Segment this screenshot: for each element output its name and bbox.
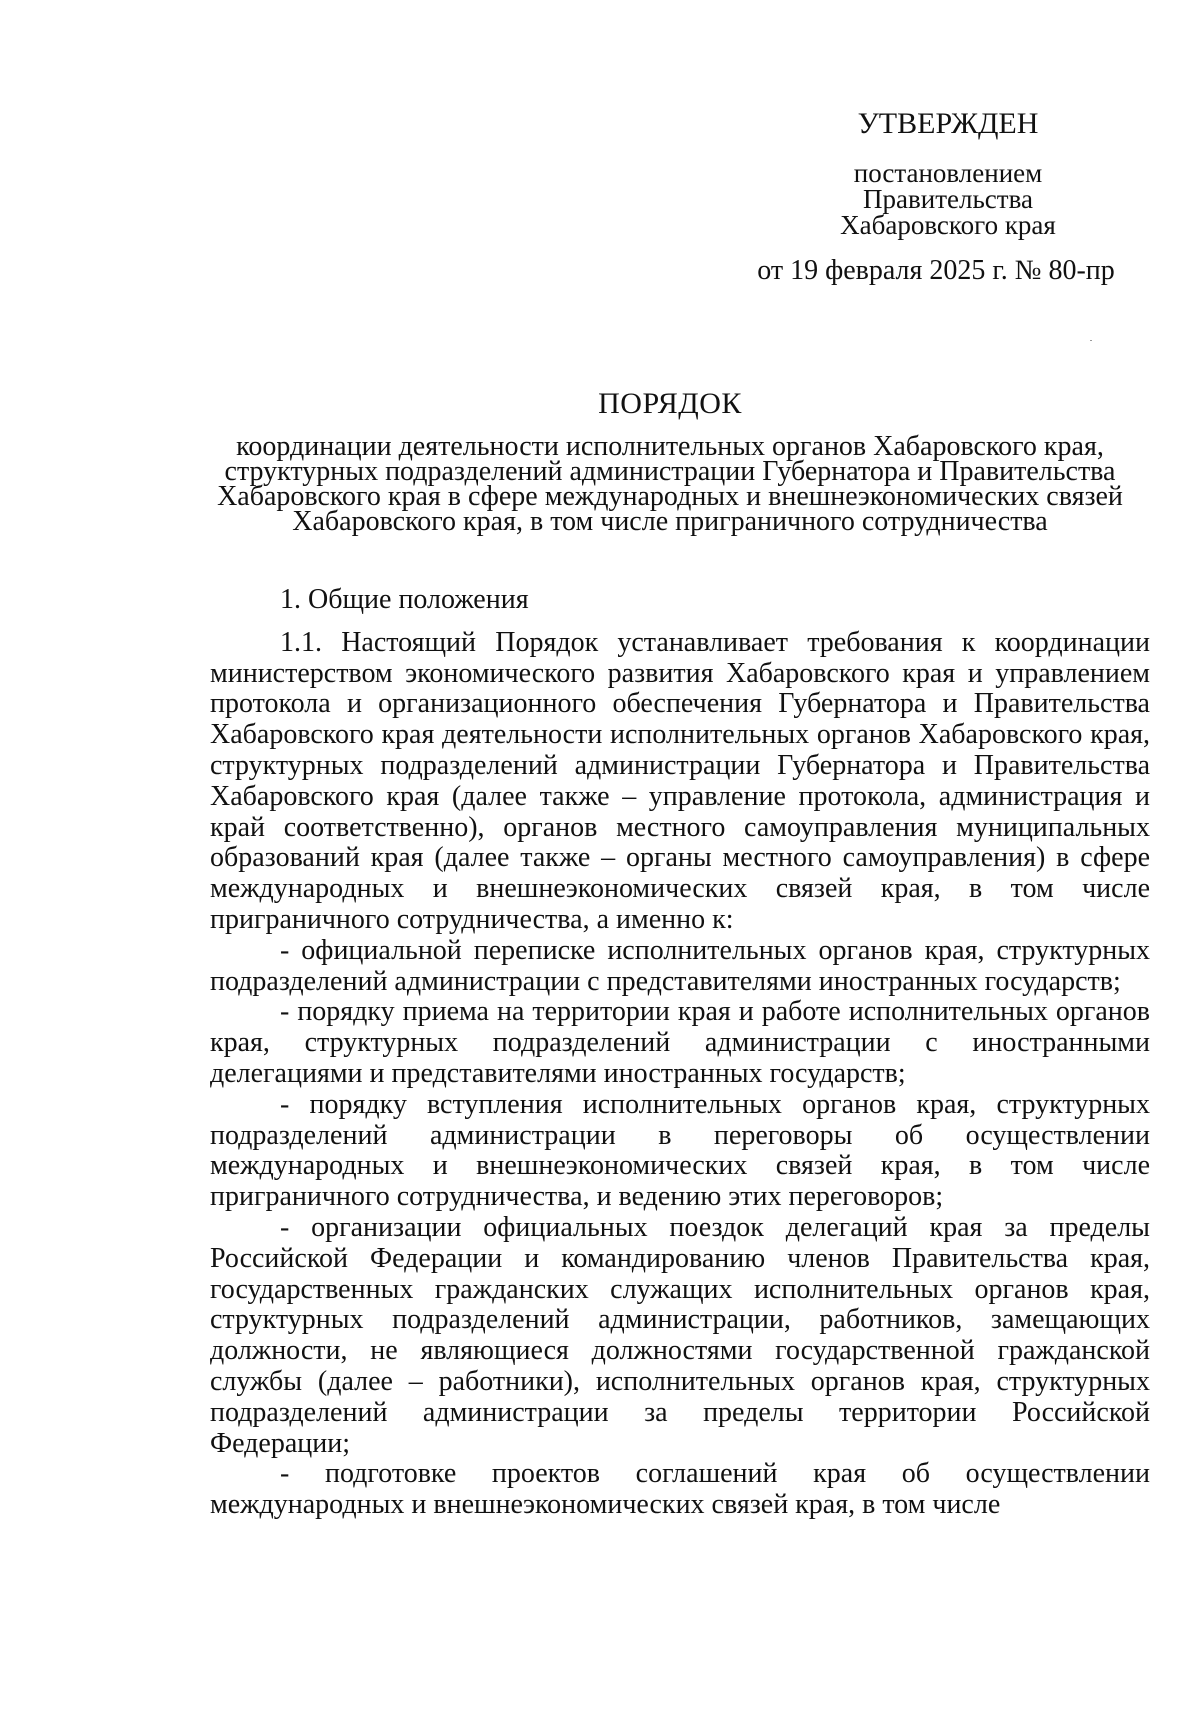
approval-line-3: Хабаровского края	[840, 210, 1056, 240]
scan-speck	[1090, 340, 1092, 341]
document-title-block	[190, 387, 1150, 537]
document-subtitle-line: Хабаровского края, в том числе приграничного сотрудничества	[292, 506, 1048, 537]
list-item: - порядку приема на территории края и работе исполнительных органов края, структурных подразделений администрации с иностранными делегациями и представителями иностранных государств;	[210, 996, 1150, 1089]
approval-block	[748, 108, 1148, 286]
paragraph-1-1: 1.1. Настоящий Порядок устанавливает требования к координации министерством экономического развития Хабаровского края и управлением протокола и организационного обеспечения Губернатора и Правительства Хабаровского края деятельности исполнительных органов Хабаровского края, структурных подразделений администрации Губернатора и Правительства Хабаровского края (далее также – управление протокола, администрация и край соответственно), органов местного самоуправления муниципальных образований края (далее также – органы местного самоуправления) в сфере международных и внешнеэкономических связей края, в том числе приграничного сотрудничества, а именно к:	[210, 626, 1150, 935]
list-item: - официальной переписке исполнительных органов края, структурных подразделений администрации с представителями иностранных государств;	[210, 934, 1150, 997]
list-item: - организации официальных поездок делегаций края за пределы Российской Федерации и командированию членов Правительства края, государственных гражданских служащих исполнительных органов края, структурных подразделений администрации, работников, замещающих должности, не являющиеся должностями государственной гражданской службы (далее – работники), исполнительных органов края, структурных подразделений администрации за пределы территории Российской Федерации;	[210, 1211, 1150, 1459]
list-item: - порядку вступления исполнительных органов края, структурных подразделений администрации в переговоры об осуществлении международных и внешнеэкономических связей края, в том числе приграничного сотрудничества, и ведению этих переговоров;	[210, 1088, 1150, 1213]
approval-date-number: от 19 февраля 2025 г. № 80-пр	[757, 255, 1115, 286]
document-subtitle-line: Хабаровского края в сфере международных и внешнеэкономических связей	[217, 481, 1123, 512]
document-subtitle-line: координации деятельности исполнительных органов Хабаровского края,	[236, 431, 1104, 462]
approval-line-1: постановлением	[853, 158, 1043, 188]
document-title: ПОРЯДОК	[598, 387, 742, 420]
section-heading: 1. Общие положения	[280, 584, 529, 615]
list-item: - подготовке проектов соглашений края об осуществлении международных и внешнеэкономических связей края, в том числе	[210, 1458, 1150, 1521]
document-body	[210, 585, 1150, 1521]
approval-heading: УТВЕРЖДЕН	[857, 107, 1039, 140]
approval-line-2: Правительства	[863, 184, 1033, 214]
document-subtitle-line: структурных подразделений администрации Губернатора и Правительства	[224, 456, 1116, 487]
